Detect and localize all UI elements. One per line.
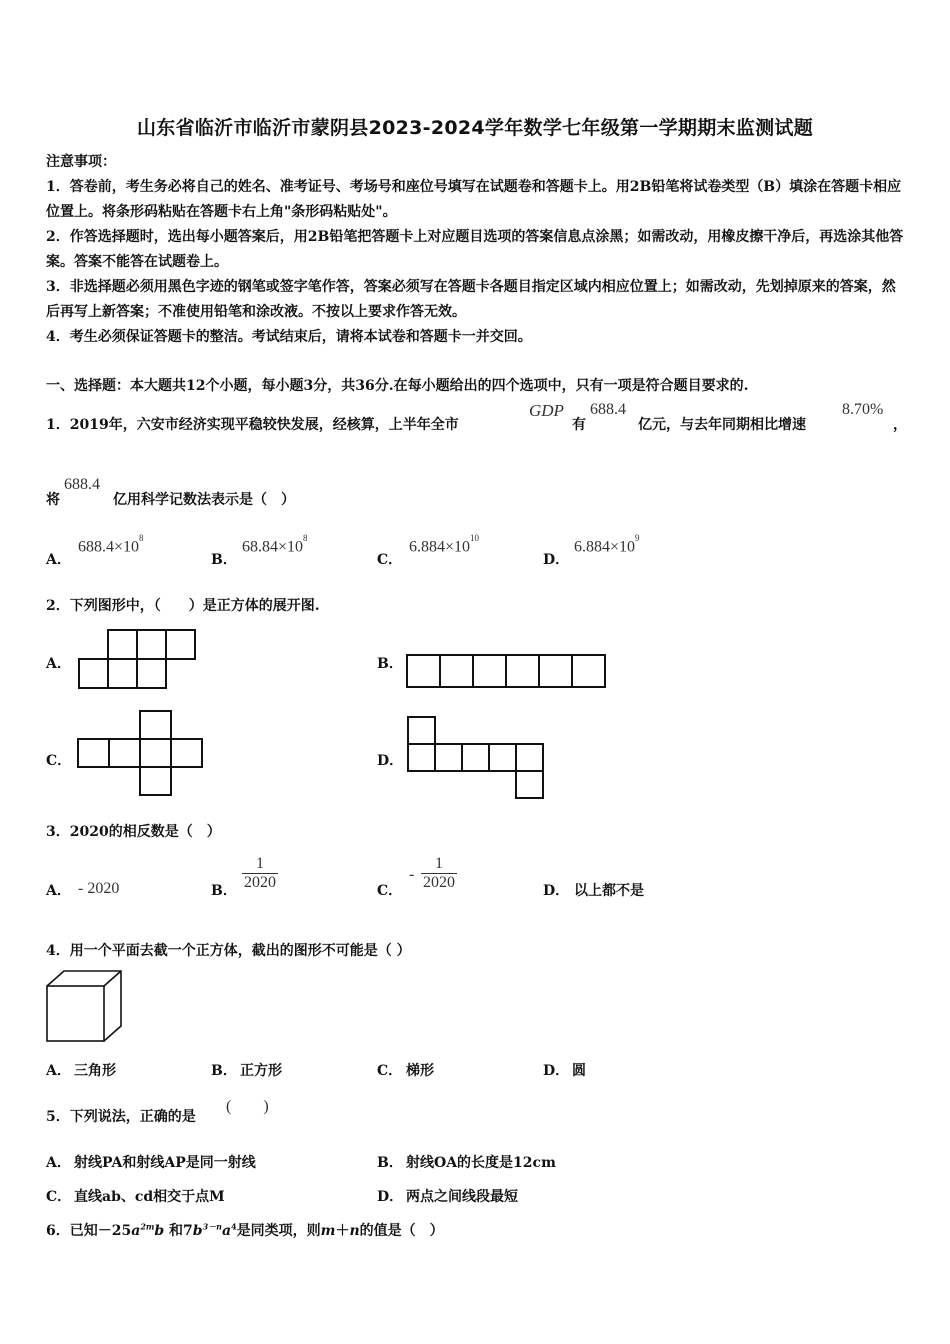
q4-stem: 4．用一个平面去截一个正方体，截出的图形不可能是（ ） xyxy=(46,943,411,959)
q1-line2-prefix: 将 xyxy=(46,492,60,508)
notice-item-4: 4．考生必须保证答题卡的整洁。考试结束后，请将本试卷和答题卡一并交回。 xyxy=(46,329,532,345)
q6-var-b2: b xyxy=(192,1223,203,1239)
q2-option-d-label: D． xyxy=(377,753,404,769)
q2-option-a-label: A． xyxy=(46,656,71,672)
notice-heading: 注意事项： xyxy=(46,154,116,170)
notice-item-1: 1．答卷前，考生务必将自己的姓名、准考证号、考场号和座位号填写在试题卷和答题卡上。用2B铅笔将试卷类型（B）填涂在答题卡相应位置上。将条形码粘贴在答题卡右上角"条形码粘贴处"。 xyxy=(46,179,902,220)
q2-option-c-label: C． xyxy=(46,753,72,769)
q2-option-b-label: B． xyxy=(377,656,403,672)
q4-option-a-label: A． xyxy=(46,1063,71,1079)
q1-option-c-value: $6.884\times 10^{10}$ xyxy=(409,533,480,556)
page-title: 山东省临沂市临沂市蒙阴县2023-2024学年数学七年级第一学期期末监测试题 xyxy=(136,117,814,139)
q6-text-3: 是同类项，则 xyxy=(236,1223,321,1239)
q3-option-c-label: C． xyxy=(377,883,403,899)
q6-exp-3-n: 3－n xyxy=(202,1221,222,1232)
q1-option-b-value: $68.84\times 10^8$ xyxy=(242,533,308,556)
q1-comma: ， xyxy=(893,417,907,433)
q5-stem: 5．下列说法，正确的是 xyxy=(46,1109,196,1125)
q2-net-d xyxy=(405,714,547,800)
q4-cube-figure xyxy=(44,968,126,1046)
q5-option-a-text: 射线PA和射线AP是同一射线 xyxy=(74,1155,256,1171)
q1-line2-value: 688.4 xyxy=(64,476,100,493)
q4-option-c-text: 梯形 xyxy=(406,1063,434,1079)
q6-var-n: n xyxy=(349,1223,360,1239)
q1-unit: 亿元，与去年同期相比增速 xyxy=(638,417,806,433)
q4-option-d-text: 圆 xyxy=(572,1063,586,1079)
q3-option-b-fraction xyxy=(242,855,278,892)
q5-option-b-text: 射线OA的长度是12cm xyxy=(406,1155,556,1171)
q5-paren: ( ) xyxy=(226,1098,269,1115)
q3-stem: 3．2020的相反数是（ ） xyxy=(46,824,221,840)
q6-text-4: 的值是（ ） xyxy=(359,1223,444,1239)
q3-option-c-sign: - xyxy=(409,866,415,883)
q3-option-b-denominator: 2020 xyxy=(244,874,276,891)
q2-stem: 2．下列图形中，（ ）是正方体的展开图. xyxy=(46,598,320,614)
q6-exp-4: 4 xyxy=(231,1221,237,1232)
q6-var-b: b xyxy=(154,1223,165,1239)
q5-option-d-text: 两点之间线段最短 xyxy=(406,1189,518,1205)
notice-item-2: 2．作答选择题时，选出每小题答案后，用2B铅笔把答题卡上对应题目选项的答案信息点涂黑；如需改动，用橡皮擦干净后，再选涂其他答案。答案不能答在试题卷上。 xyxy=(46,229,904,270)
q6-exp-2m: 2m xyxy=(140,1221,155,1232)
q3-option-d-label: D． xyxy=(543,883,570,899)
q6-stem xyxy=(46,1220,444,1240)
q5-option-a-label: A． xyxy=(46,1155,71,1171)
q2-net-a xyxy=(75,628,200,692)
section-heading: 一、选择题：本大题共12个小题，每小题3分，共36分.在每小题给出的四个选项中，只有一项是符合题目要求的. xyxy=(46,378,749,394)
q5-option-c-text: 直线ab、cd相交于点M xyxy=(74,1189,225,1205)
q6-var-a: a xyxy=(131,1223,141,1239)
q6-text-2: 和7 xyxy=(169,1223,193,1239)
q1-option-a-value: $688.4\times 10^8$ xyxy=(78,533,144,556)
q3-option-b-numerator: 1 xyxy=(256,855,264,872)
q3-option-b-label: B． xyxy=(211,883,237,899)
q1-rate: 8.70% xyxy=(842,401,884,418)
q3-option-a-label: A． xyxy=(46,883,71,899)
q1-option-d-value: $6.884\times 10^9$ xyxy=(574,533,640,556)
q3-option-c-fraction xyxy=(421,855,457,892)
q1-option-c-label: C． xyxy=(377,552,403,568)
q2-net-c xyxy=(75,708,207,798)
q4-option-b-label: B． xyxy=(211,1063,237,1079)
q1-option-a-label: A． xyxy=(46,552,71,568)
q1-has: 有 xyxy=(572,417,586,433)
q1-option-d-label: D． xyxy=(543,552,570,568)
q3-option-c-numerator: 1 xyxy=(435,855,443,872)
q1-stem-part1: 1．2019年，六安市经济实现平稳较快发展，经核算，上半年全市 xyxy=(46,417,459,433)
q1-option-b-label: B． xyxy=(211,552,237,568)
q6-plus: ＋ xyxy=(335,1223,350,1239)
q4-option-b-text: 正方形 xyxy=(240,1063,282,1079)
q6-text-1: 6．已知－25 xyxy=(46,1223,132,1239)
q1-gdp: GDP xyxy=(529,401,564,420)
q3-option-c-denominator: 2020 xyxy=(423,874,455,891)
q4-option-a-text: 三角形 xyxy=(74,1063,116,1079)
q2-net-b xyxy=(405,653,611,691)
q3-option-a-value: - 2020 xyxy=(78,880,120,897)
q6-var-a2: a xyxy=(221,1223,232,1239)
q1-value: 688.4 xyxy=(590,401,626,418)
notice-item-3: 3．非选择题必须用黑色字迹的钢笔或签字笔作答，答案必须写在答题卡各题目指定区域内相应位置上；如需改动，先划掉原来的答案，然后再写上新答案；不准使用铅笔和涂改液。不按以上要求作答无效。 xyxy=(46,279,896,320)
q4-option-c-label: C． xyxy=(377,1063,403,1079)
q1-line2-suffix: 亿用科学记数法表示是（ ） xyxy=(113,492,295,508)
q5-option-c-label: C． xyxy=(46,1189,72,1205)
q6-var-m: m xyxy=(320,1223,336,1239)
q5-option-b-label: B． xyxy=(377,1155,403,1171)
q5-option-d-label: D． xyxy=(377,1189,404,1205)
q3-option-d-text: 以上都不是 xyxy=(574,883,644,899)
q4-option-d-label: D． xyxy=(543,1063,570,1079)
